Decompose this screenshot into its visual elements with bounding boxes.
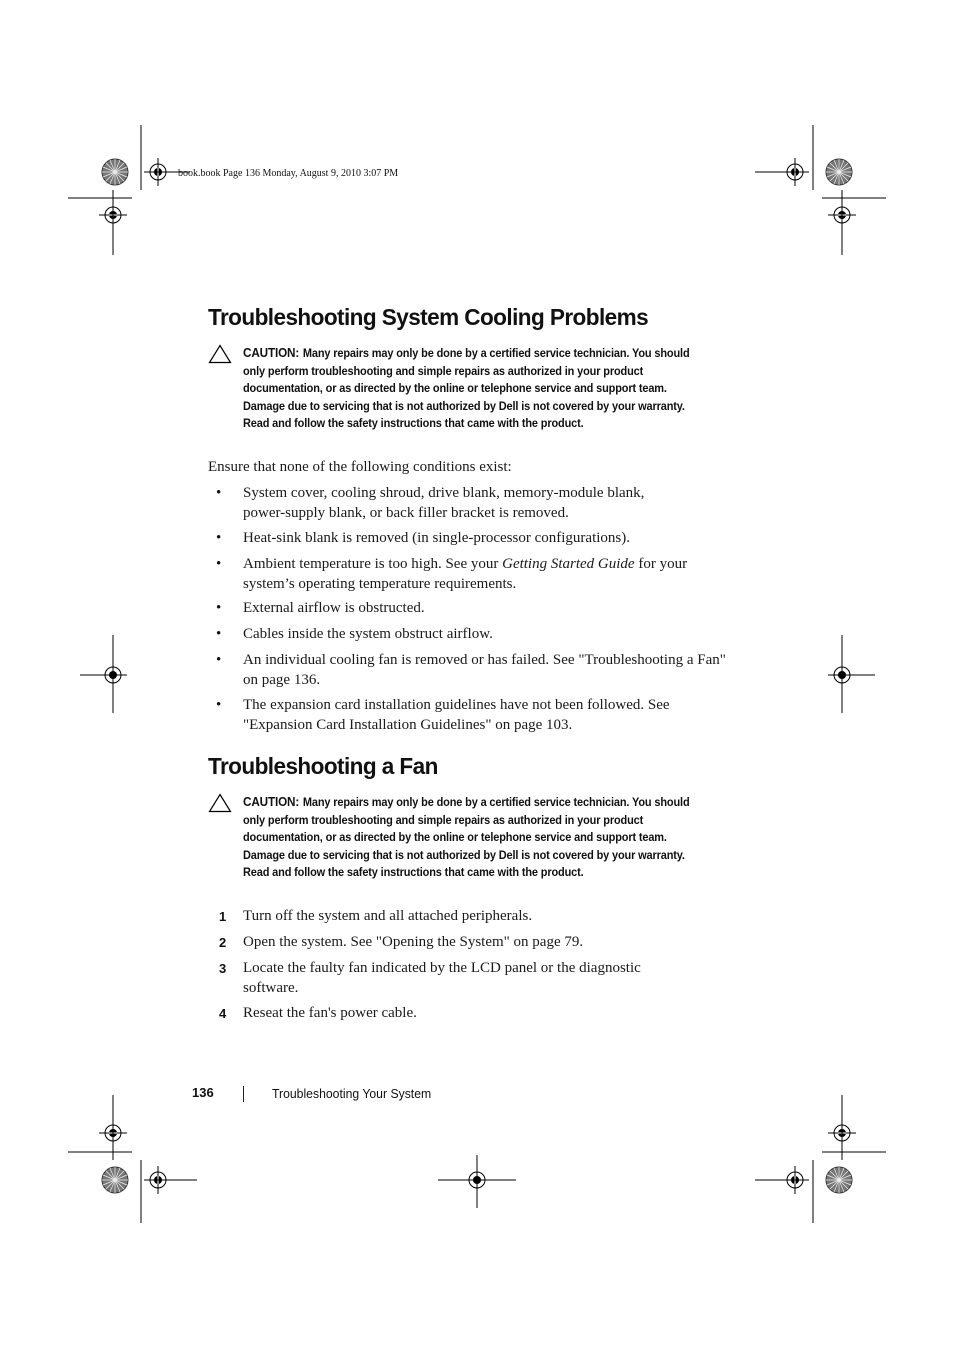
section-title-cooling: Troubleshooting System Cooling Problems (208, 304, 649, 330)
list-item (243, 555, 703, 594)
caution-label: CAUTION: (243, 795, 300, 809)
list-item: An individual cooling fan is removed or has failed. See "Troubleshooting a Fan" on page 136. (243, 652, 726, 688)
section-title-fan: Troubleshooting a Fan (208, 753, 438, 779)
step-text: Open the system. See "Opening the System" on page 79. (243, 934, 584, 950)
list-item: Heat-sink blank is removed (in single-processor configurations). (243, 530, 630, 546)
print-slug: book.book Page 136 Monday, August 9, 2010 3:07 PM (178, 168, 399, 179)
step-number: 1 (219, 909, 227, 924)
caution-text: Many repairs may only be done by a certified service technician. You should only perform troubleshooting and simple repairs as authorized in your product documentation, or as directed by the online or telephone service and support team. Damage due to servicing that is not authorized by Dell is not covered by your warranty. Read and follow the safety instructions that came with the product. (243, 346, 690, 431)
caution-icon (208, 793, 232, 813)
guide-title: Getting Started Guide (502, 556, 635, 572)
bullet-marker: • (216, 600, 222, 616)
page-number: 136 (192, 1085, 214, 1100)
list-item: Cables inside the system obstruct airflow. (243, 626, 493, 642)
caution-text: Many repairs may only be done by a certified service technician. You should only perform troubleshooting and simple repairs as authorized in your product documentation, or as directed by the online or telephone service and support team. Damage due to servicing that is not authorized by Dell is not covered by your warranty. Read and follow the safety instructions that came with the product. (243, 795, 690, 880)
step-text: Reseat the fan's power cable. (243, 1005, 417, 1021)
footer-divider (243, 1086, 244, 1102)
step-number: 4 (219, 1006, 227, 1021)
caution-notice (243, 345, 699, 433)
bullet-marker: • (216, 530, 222, 546)
list-item-text: for your system’s operating temperature requirements. (243, 556, 688, 592)
step-text: Locate the faulty fan indicated by the LCD panel or the diagnostic software. (243, 960, 641, 996)
list-item: The expansion card installation guidelines have not been followed. See "Expansion Card Installation Guidelines" on page 103. (243, 697, 670, 733)
caution-icon (208, 344, 232, 364)
intro-paragraph: Ensure that none of the following conditions exist: (208, 459, 512, 475)
list-item: System cover, cooling shroud, drive blank, memory-module blank, power-supply blank, or back filler bracket is removed. (243, 485, 645, 521)
step-number: 3 (219, 961, 227, 976)
bullet-marker: • (216, 556, 222, 572)
bullet-marker: • (216, 485, 222, 501)
caution-label: CAUTION: (243, 346, 300, 360)
list-item-text: Ambient temperature is too high. See your (243, 556, 503, 572)
bullet-marker: • (216, 626, 222, 642)
bullet-marker: • (216, 652, 222, 668)
caution-notice (243, 794, 704, 882)
chapter-title: Troubleshooting Your System (272, 1086, 432, 1101)
list-item: External airflow is obstructed. (243, 600, 425, 616)
bullet-marker: • (216, 697, 222, 713)
step-number: 2 (219, 935, 227, 950)
step-text: Turn off the system and all attached peripherals. (243, 908, 533, 924)
